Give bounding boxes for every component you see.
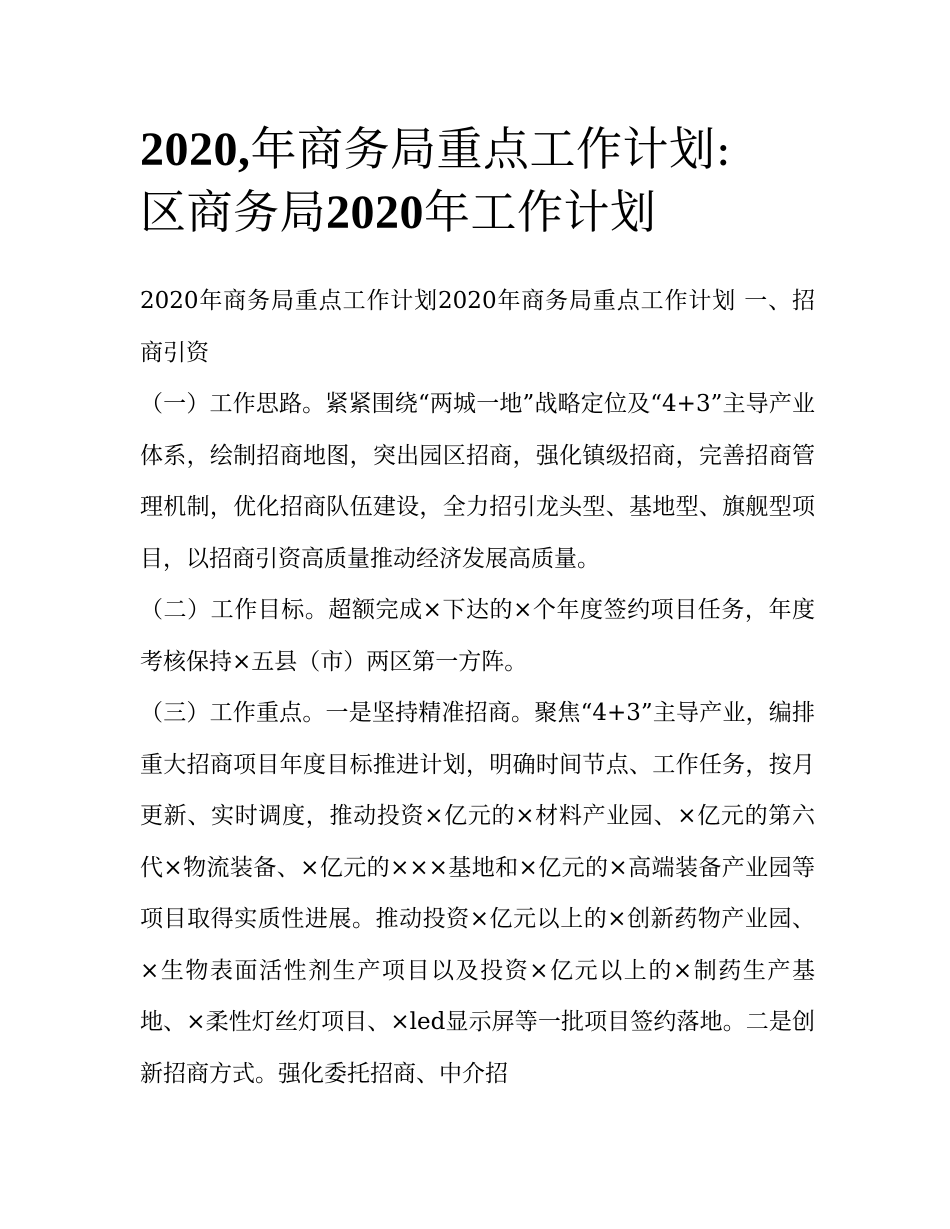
document-content: [140, 118, 815, 1100]
paragraph-work-goals: （二）工作目标。超额完成×下达的×个年度签约项目任务，年度考核保持×五县（市）两区第一方阵。: [140, 597, 815, 675]
title-line2-year: 2020: [326, 186, 424, 239]
paragraph-work-ideas: （一）工作思路。紧紧围绕“两城一地”战略定位及“4+3”主导产业体系，绘制招商地图，突出园区招商，强化镇级招商，完善招商管理机制，优化招商队伍建设，全力招引龙头型、基地型、旗舰型项目，以招商引资高质量推动经济发展高质量。: [140, 391, 815, 572]
title-year: 2020,: [140, 123, 251, 176]
title-line2-prefix: 区商务局: [140, 185, 326, 239]
paragraph-work-focus: （三）工作重点。一是坚持精准招商。聚焦“4+3”主导产业，编排重大招商项目年度目标推进计划，明确时间节点、工作任务，按月更新、实时调度，推动投资×亿元的×材料产业园、×亿元的第六代×物流装备、×亿元的×××基地和×亿元的×高端装备产业园等项目取得实质性进展。推动投资×亿元以上的×创新药物产业园、×生物表面活性剂生产项目以及投资×亿元以上的×制药生产基地、×柔性灯丝灯项目、×led显示屏等一批项目签约落地。二是创新招商方式。强化委托招商、中介招: [140, 700, 815, 1087]
paragraph-intro: 2020年商务局重点工作计划2020年商务局重点工作计划 一、招商引资: [140, 288, 815, 366]
title-line2-suffix: 年工作计划: [424, 185, 657, 239]
document-title: [140, 118, 815, 244]
title-line1-text: 年商务局重点工作计划:: [250, 122, 732, 176]
document-body: [140, 276, 815, 1100]
